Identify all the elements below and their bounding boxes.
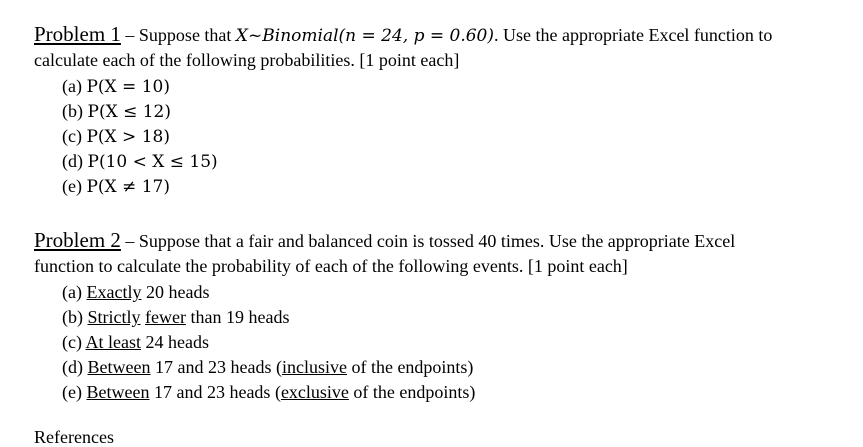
item-expression: P(X > 18) bbox=[86, 127, 170, 147]
item-label: (c) bbox=[62, 126, 87, 146]
item-keyword: Between bbox=[86, 382, 150, 402]
problem-2-item-e bbox=[62, 383, 475, 401]
problem-1-intro-line-2: calculate each of the following probabilities. [1 point each] bbox=[34, 50, 460, 70]
cutoff-next-heading: References bbox=[34, 427, 114, 447]
problem-1-distribution-expr: X~Binomial(n = 24, p = 0.60) bbox=[235, 26, 495, 46]
problem-2-item-c bbox=[62, 333, 209, 351]
item-keyword-2: exclusive bbox=[280, 382, 349, 402]
item-expression: P(X ≠ 17) bbox=[86, 177, 170, 197]
item-rest: of the endpoints) bbox=[346, 357, 474, 377]
item-rest: 24 heads bbox=[140, 332, 209, 352]
item-label: (d) bbox=[62, 357, 88, 377]
problem-2-item-b bbox=[62, 308, 289, 326]
problem-2-intro-line-2: function to calculate the probability of each of the following events. [1 point each] bbox=[34, 256, 628, 276]
problem-2-item-a bbox=[62, 283, 209, 301]
item-middle: 17 and 23 heads ( bbox=[149, 382, 281, 402]
problem-1-distribution bbox=[236, 26, 494, 46]
item-label: (e) bbox=[62, 382, 87, 402]
item-middle: 17 and 23 heads ( bbox=[150, 357, 282, 377]
item-keyword: At least bbox=[85, 332, 141, 352]
item-label: (c) bbox=[62, 332, 86, 352]
problem-2-heading: Problem 2 bbox=[34, 228, 121, 252]
item-rest: than 19 heads bbox=[185, 307, 290, 327]
item-keyword-2: inclusive bbox=[281, 357, 347, 377]
problem-2-intro: – Suppose that a fair and balanced coin is tossed 40 times. Use the appropriate Excel bbox=[120, 231, 736, 251]
item-label: (b) bbox=[62, 307, 88, 327]
item-rest: 20 heads bbox=[141, 282, 210, 302]
problem-1-item-e bbox=[62, 177, 170, 196]
item-label: (a) bbox=[62, 76, 87, 96]
item-expression: P(X = 10) bbox=[86, 77, 170, 97]
item-keyword-2: fewer bbox=[145, 307, 186, 327]
problem-1-intro-a: – Suppose that bbox=[120, 25, 236, 45]
item-label: (d) bbox=[62, 151, 88, 171]
item-keyword: Exactly bbox=[86, 282, 142, 302]
item-expression: P(X ≤ 12) bbox=[87, 102, 171, 122]
item-label: (a) bbox=[62, 282, 87, 302]
item-keyword: Between bbox=[87, 357, 151, 377]
item-label: (b) bbox=[62, 101, 88, 121]
problem-1-intro-b: . Use the appropriate Excel function to bbox=[494, 25, 773, 45]
item-expression: P(10 < X ≤ 15) bbox=[87, 152, 218, 172]
item-keyword: Strictly bbox=[87, 307, 141, 327]
problem-1-heading: Problem 1 bbox=[34, 22, 121, 46]
problem-1-item-a bbox=[62, 77, 170, 96]
problem-2-item-d bbox=[62, 358, 473, 376]
item-label: (e) bbox=[62, 176, 87, 196]
problem-1-item-c bbox=[62, 127, 170, 146]
problem-2-intro-line bbox=[34, 230, 735, 251]
item-rest: of the endpoints) bbox=[348, 382, 476, 402]
problem-1-intro-line bbox=[34, 24, 772, 45]
problem-1-item-b bbox=[62, 102, 171, 121]
problem-1-item-d bbox=[62, 152, 218, 171]
